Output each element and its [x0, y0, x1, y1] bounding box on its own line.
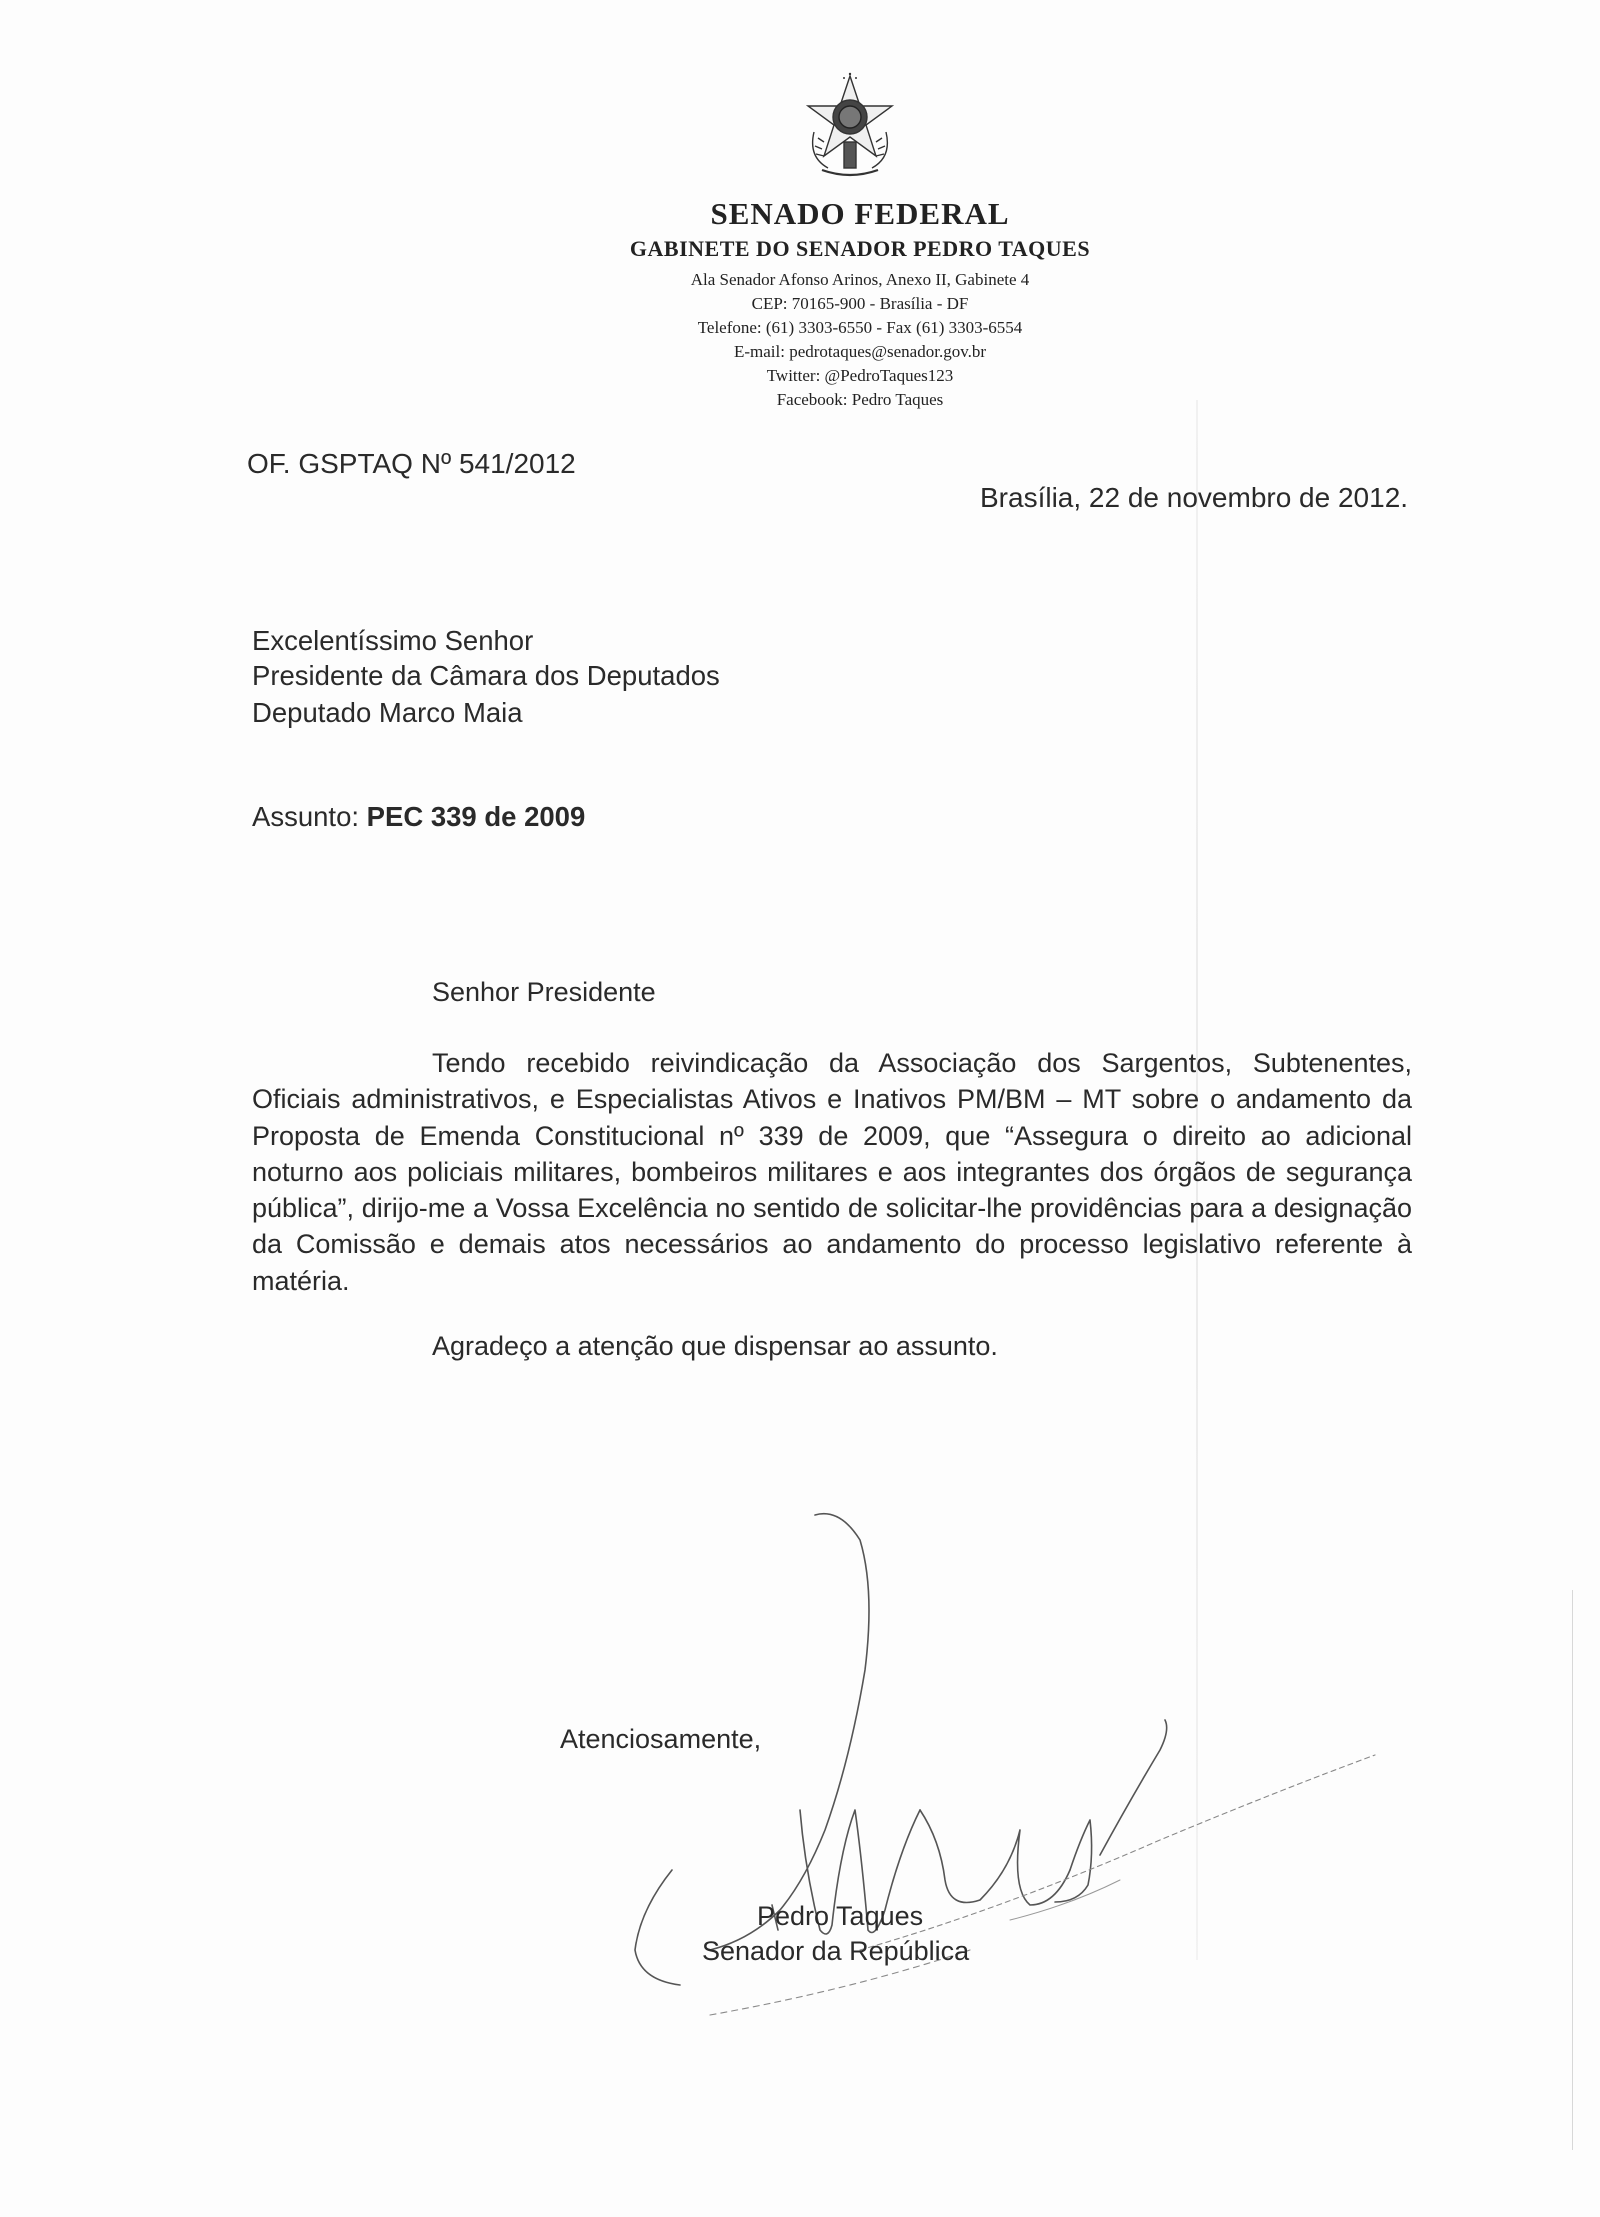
twitter-line: Twitter: @PedroTaques123	[766, 366, 954, 385]
addressee-line: Excelentíssimo Senhor	[252, 625, 534, 656]
letter-date: Brasília, 22 de novembro de 2012.	[980, 482, 1409, 513]
coat-of-arms-icon	[800, 72, 900, 182]
signatory-name: Pedro Taques	[757, 1901, 924, 1931]
reference-number: OF. GSPTAQ Nº 541/2012	[247, 448, 576, 479]
signatory-title: Senador da República	[702, 1936, 970, 1966]
thanks-line: Agradeço a atenção que dispensar ao assunto.	[432, 1331, 998, 1361]
addressee-line: Deputado Marco Maia	[252, 697, 523, 728]
subject-label: Assunto:	[252, 801, 360, 832]
addressee-line: Presidente da Câmara dos Deputados	[252, 660, 720, 691]
handwritten-signature	[600, 1510, 1380, 2070]
subject-line	[252, 801, 585, 833]
office-name: GABINETE DO SENADOR PEDRO TAQUES	[629, 236, 1091, 261]
body-paragraph: Tendo recebido reivindicação da Associação dos Sargentos, Subtenentes, Oficiais administrativos, e Especialistas Ativos e Inativos PM/BM – MT sobre o andamento da Proposta de Emenda Constitucional nº 339 de 2009, que “Assegura o direito ao adicional noturno aos policiais militares, bombeiros militares e aos integrantes dos órgãos de segurança pública”, dirijo-me a Vossa Excelência no sentido de solicitar-lhe providências para a designação da Comissão e demais atos necessários ao andamento do processo legislativo referente à matéria.	[252, 1048, 1412, 1296]
email-line: E-mail: pedrotaques@senador.gov.br	[733, 342, 986, 361]
scan-artifact	[1572, 1590, 1573, 2150]
facebook-line: Facebook: Pedro Taques	[776, 390, 944, 409]
address-line: Ala Senador Afonso Arinos, Anexo II, Gabinete 4	[690, 270, 1030, 289]
subject-value: PEC 339 de 2009	[366, 801, 586, 832]
salutation: Senhor Presidente	[432, 977, 656, 1007]
phone-line: Telefone: (61) 3303-6550 - Fax (61) 3303-6554	[697, 318, 1023, 337]
postal-line: CEP: 70165-900 - Brasília - DF	[751, 294, 969, 313]
closing-line: Atenciosamente,	[560, 1724, 762, 1754]
institution-name: SENADO FEDERAL	[710, 196, 1010, 231]
